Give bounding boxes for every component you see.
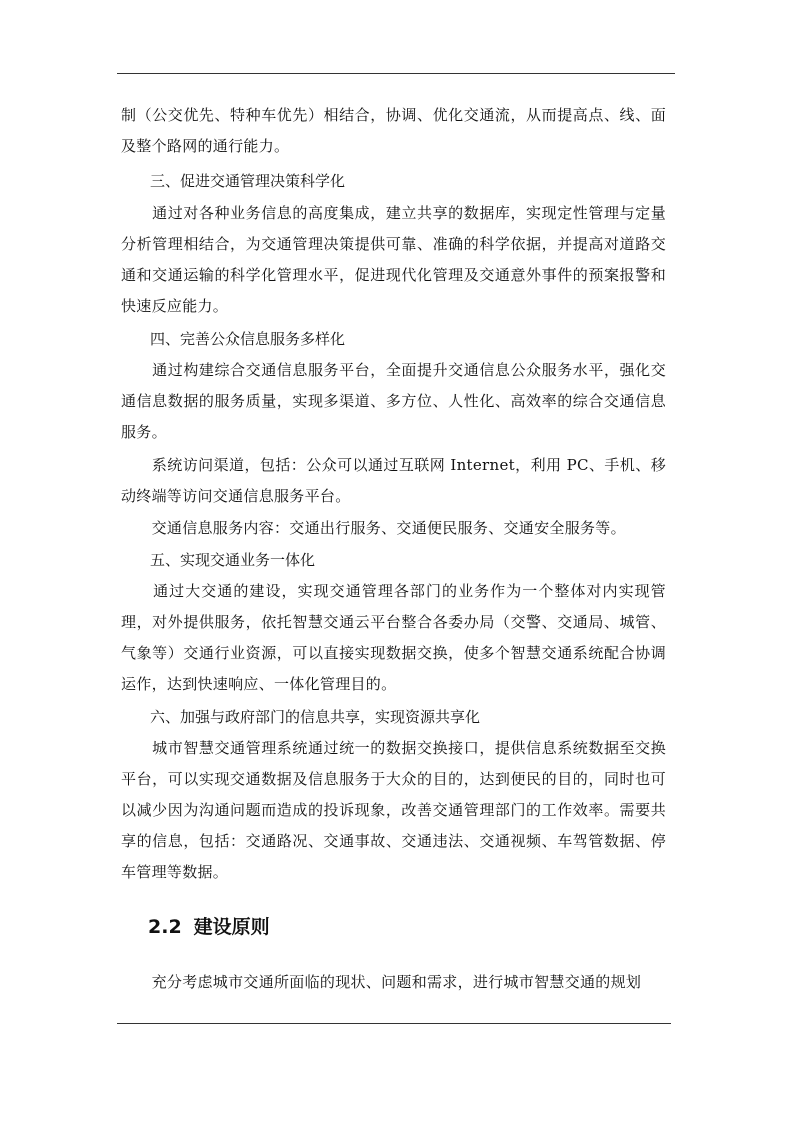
section-title: 建设原则 <box>193 916 270 938</box>
paragraph-service-content: 交通信息服务内容：交通出行服务、交通便民服务、交通安全服务等。 <box>121 519 626 537</box>
heading-resource-sharing: 六、加强与政府部门的信息共享，实现资源共享化 <box>150 708 481 726</box>
heading-decision-science: 三、促进交通管理决策科学化 <box>150 172 346 190</box>
heading-business-integration: 五、实现交通业务一体化 <box>150 551 316 569</box>
paragraph-planning: 充分考虑城市交通所面临的现状、问题和需求，进行城市智慧交通的规划 <box>121 973 642 991</box>
paragraph-traffic-flow: 制（公交优先、特种车优先）相结合，协调、优化交通流，从而提高点、线、面及整个路网的通行能力。 <box>121 106 666 155</box>
section-number: 2.2 <box>148 916 182 938</box>
header-rule <box>117 73 675 74</box>
paragraph-decision-science: 通过对各种业务信息的高度集成，建立共享的数据库，实现定性管理与定量分析管理相结合，为交通管理决策提供可靠、准确的科学依据，并提高对道路交通和交通运输的科学化管理水平，促进现代化管理及交通意外事件的预案报警和快速反应能力。 <box>121 204 666 315</box>
section-heading <box>148 912 270 942</box>
heading-public-info-service: 四、完善公众信息服务多样化 <box>150 330 346 348</box>
paragraph-business-integration: 通过大交通的建设，实现交通管理各部门的业务作为一个整体对内实现管理，对外提供服务，依托智慧交通云平台整合各委办局（交警、交通局、城管、气象等）交通行业资源，可以直接实现数据交换，使多个智慧交通系统配合协调运作，达到快速响应、一体化管理目的。 <box>121 582 666 693</box>
paragraph-access-channels: 系统访问渠道，包括：公众可以通过互联网 Internet，利用 PC、手机、移动终端等访问交通信息服务平台。 <box>121 456 666 505</box>
footer-rule <box>117 1023 671 1024</box>
paragraph-resource-sharing: 城市智慧交通管理系统通过统一的数据交换接口，提供信息系统数据至交换平台，可以实现交通数据及信息服务于大众的目的，达到便民的目的，同时也可以减少因为沟通问题而造成的投诉现象，改善交通管理部门的工作效率。需要共享的信息，包括：交通路况、交通事故、交通违法、交通视频、车驾管数据、停车管理等数据。 <box>121 739 666 881</box>
paragraph-public-info-service: 通过构建综合交通信息服务平台，全面提升交通信息公众服务水平，强化交通信息数据的服务质量，实现多渠道、多方位、人性化、高效率的综合交通信息服务。 <box>121 361 666 441</box>
